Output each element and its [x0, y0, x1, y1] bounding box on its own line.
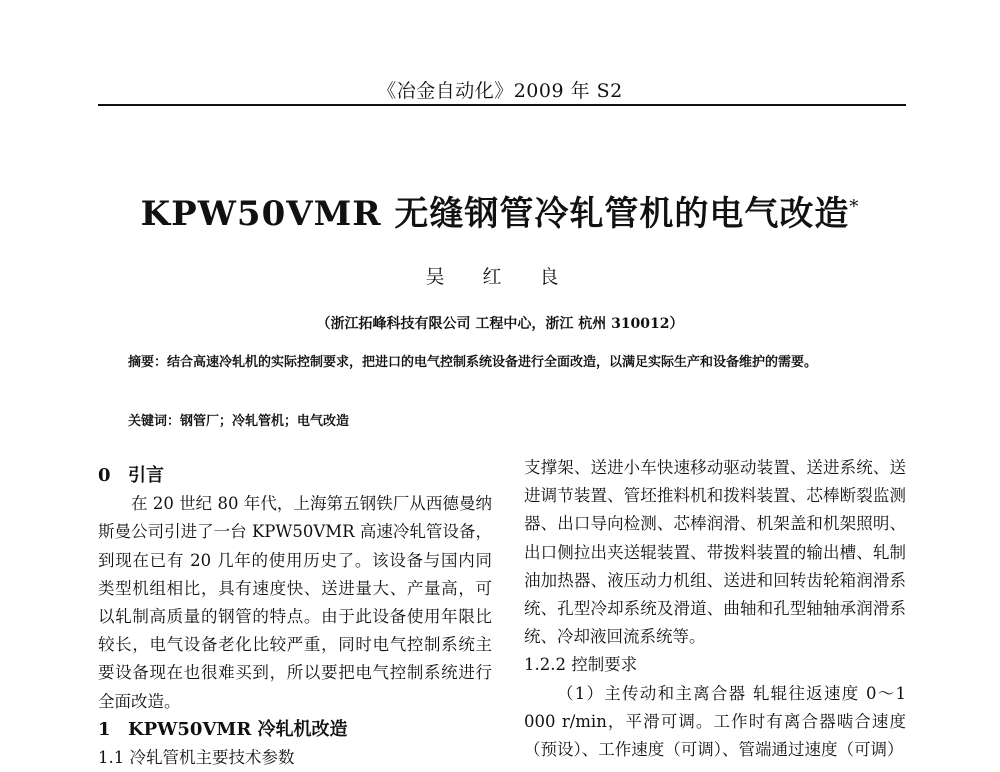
title-footnote-mark: * — [849, 196, 860, 218]
keywords-text: 钢管厂；冷轧管机；电气改造 — [180, 414, 350, 429]
keywords-label: 关键词： — [128, 414, 181, 429]
section-1-title: KPW50VMR 冷轧机改造 — [128, 718, 348, 740]
author: 吴 红 良 — [425, 266, 575, 288]
running-header: 《冶金自动化》2009 年 S2 — [377, 80, 623, 102]
abstract-text: 结合高速冷轧机的实际控制要求，把进口的电气控制系统设备进行全面改造，以满足实际生产和设备维护的需要。 — [167, 355, 818, 370]
right-column — [524, 454, 906, 764]
header-rule — [98, 104, 906, 106]
section-1-1-heading: 1.1 冷轧管机主要技术参数 — [98, 748, 295, 768]
equipment-paragraph: 支撑架、送进小车快速移动驱动装置、送进系统、送进调节装置、管坯推料机和拨料装置、芯棒断裂监测器、出口导向检测、芯棒润滑、机架盖和机架照明、出口侧拉出夹送辊装置、带拨料装置的输出槽、轧制油加热器、液压动力机组、送进和回转齿轮箱润滑系统、孔型冷却系统及滑道、曲轴和孔型轴轴承润滑系统、冷却液回流系统等。 — [524, 458, 906, 647]
abstract-label: 摘要： — [128, 355, 168, 370]
affiliation: （浙江拓峰科技有限公司 工程中心，浙江 杭州 310012） — [316, 316, 684, 332]
section-0-heading — [98, 462, 492, 490]
section-0-title: 引言 — [128, 465, 164, 486]
paper-title — [0, 186, 1000, 235]
control-paragraph: （1）主传动和主离合器 轧辊往返速度 0～1 000 r/min，平滑可调。工作时有离合器啮合速度（预设）、工作速度（可调）、管端通过速度（可调） — [524, 683, 906, 760]
paper-title-text: KPW50VMR 无缝钢管冷轧管机的电气改造 — [140, 194, 850, 234]
section-1-heading — [98, 716, 492, 744]
left-column — [98, 462, 492, 772]
section-0-number: 0 — [98, 465, 111, 486]
abstract — [128, 352, 880, 374]
section-1-number: 1 — [98, 718, 111, 740]
keywords — [128, 410, 880, 429]
intro-paragraph: 在 20 世纪 80 年代，上海第五钢铁厂从西德曼纳斯曼公司引进了一台 KPW50VMR 高速冷轧管设备，到现在已有 20 几年的使用历史了。该设备与国内同类型机组相比，具有速度快、送进量大、产量高，可以轧制高质量的钢管的特点。由于此设备使用年限比较长，电气设备老化比较严重，同时电气控制系统主要设备现在也很难买到，所以要把电气控制系统进行全面改造。 — [98, 494, 492, 711]
section-1-2-2-heading: 1.2.2 控制要求 — [524, 655, 638, 675]
